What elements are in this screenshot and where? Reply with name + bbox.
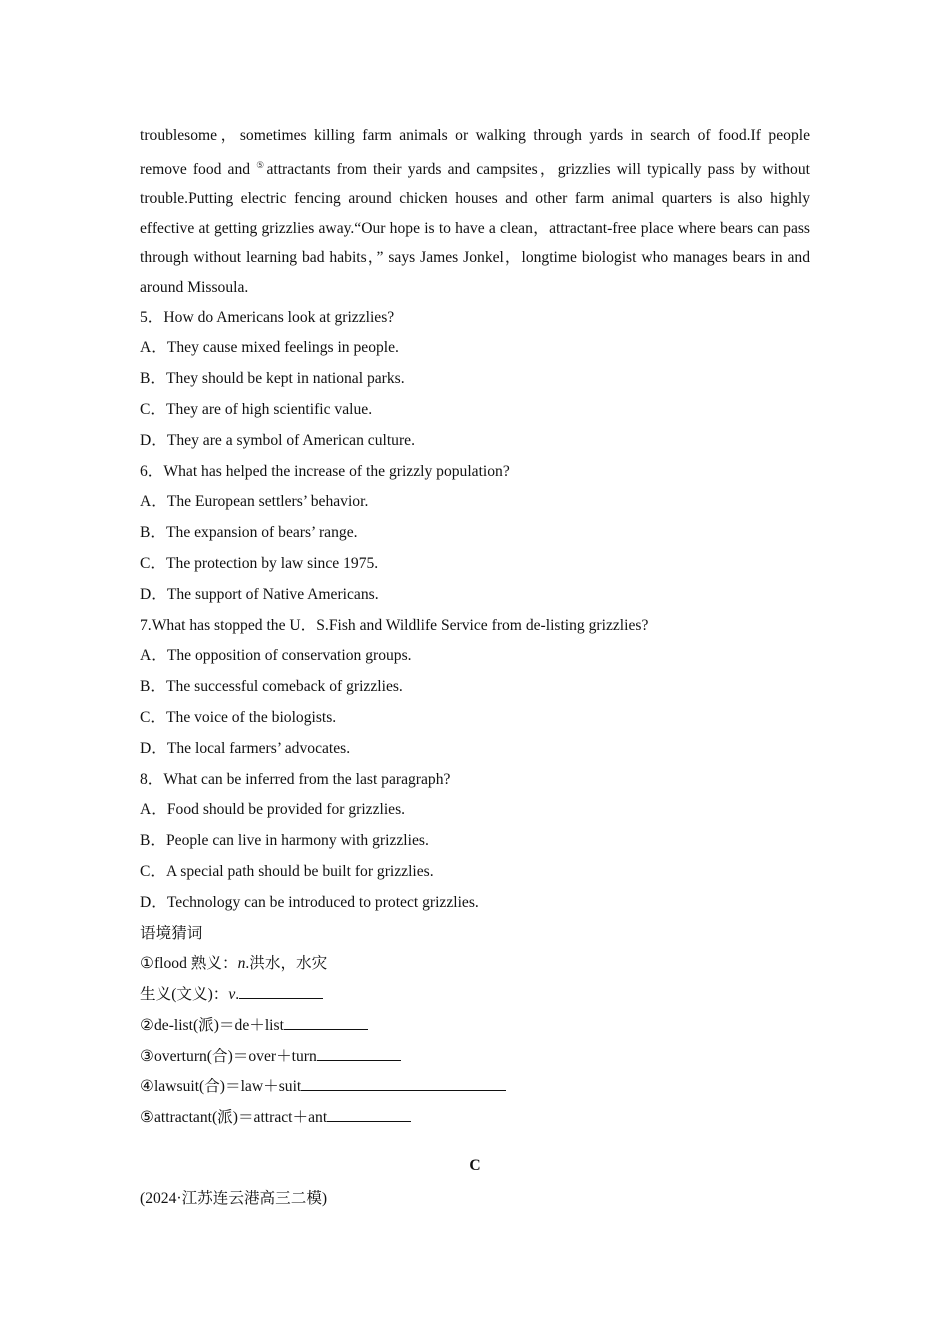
vocab-item-5-text: ⑤attractant(派)＝attract＋ant [140, 1109, 328, 1127]
question-stem: 8．What can be inferred from the last paragraph? [140, 770, 451, 788]
option-b: B．The successful comeback of grizzlies. [140, 678, 403, 696]
vocab-item-1-prefix: ①flood 熟义： [140, 955, 238, 973]
question-7 [140, 611, 810, 765]
vocab-item-1 [140, 949, 810, 980]
vocab-item-5 [140, 1103, 810, 1134]
vocab-item-1-pos: n [237, 955, 246, 973]
note-marker: ⑤ [256, 159, 267, 170]
vocab-item-2-text: ②de-list(派)＝de＋list [140, 1016, 284, 1034]
vocab-item-2 [140, 1011, 810, 1042]
vocab-item-4 [140, 1072, 810, 1103]
question-8 [140, 765, 810, 919]
option-b: B．They should be kept in national parks. [140, 370, 405, 388]
question-6 [140, 457, 810, 611]
vocab-section [140, 919, 810, 1135]
source-note: (2024·江苏连云港高三二模) [140, 1190, 328, 1207]
vocab-title: 语境猜词 [140, 924, 203, 942]
option-a: A．Food should be provided for grizzlies. [140, 801, 406, 819]
option-d: D．Technology can be introduced to protect grizzlies. [140, 893, 479, 911]
passage-paragraph [140, 121, 810, 303]
option-c: C．They are of high scientific value. [140, 400, 373, 418]
option-c: C．The protection by law since 1975. [140, 554, 379, 572]
option-d: D．They are a symbol of American culture. [140, 431, 415, 449]
question-stem: 5．How do Americans look at grizzlies? [140, 308, 395, 326]
option-c: C．A special path should be built for grizzlies. [140, 862, 434, 880]
answer-blank[interactable] [284, 1015, 368, 1030]
answer-blank[interactable] [239, 984, 323, 999]
vocab-item-1b-pos: v [228, 986, 236, 1004]
document-body [140, 121, 810, 1134]
option-b: B．The expansion of bears’ range. [140, 524, 358, 542]
vocab-item-1b [140, 980, 810, 1011]
option-a: A．They cause mixed feelings in people. [140, 339, 399, 357]
vocab-item-3 [140, 1042, 810, 1073]
section-heading: C [469, 1157, 481, 1174]
option-d: D．The local farmers’ advocates. [140, 739, 351, 757]
vocab-item-4-text: ④lawsuit(合)＝law＋suit [140, 1078, 302, 1096]
vocab-item-1-suffix: .洪水，水灾 [245, 955, 328, 973]
question-stem: 7.What has stopped the U．S.Fish and Wildlife Service from de-listing grizzlies? [140, 616, 649, 634]
vocab-item-1b-dot: . [235, 986, 240, 1004]
answer-blank[interactable] [301, 1076, 506, 1091]
option-a: A．The European settlers’ behavior. [140, 493, 369, 511]
vocab-item-3-text: ③overturn(合)＝over＋turn [140, 1047, 317, 1065]
vocab-item-1b-prefix: 生义(文义)： [140, 986, 229, 1004]
option-d: D．The support of Native Americans. [140, 585, 379, 603]
answer-blank[interactable] [327, 1107, 411, 1122]
question-5 [140, 303, 810, 457]
option-a: A．The opposition of conservation groups. [140, 647, 412, 665]
question-stem: 6．What has helped the increase of the grizzly population? [140, 462, 510, 480]
option-c: C．The voice of the biologists. [140, 708, 337, 726]
passage-text-before: troublesome，sometimes killing farm animals or walking through yards in search of food.If people remove food and [140, 127, 810, 178]
passage-text-after: attractants from their yards and campsites，grizzlies will typically pass by without trouble.Putting electric fencing around chicken houses and other farm animal quarters is also highly effective at getting grizzlies away.“Our hope is to have a clean，attractant-free place where bears can pass through without learning bad habits，” says James Jonkel，longtime biologist who manages bears in and around Missoula. [140, 160, 810, 296]
answer-blank[interactable] [317, 1046, 401, 1061]
option-b: B．People can live in harmony with grizzlies. [140, 832, 429, 850]
